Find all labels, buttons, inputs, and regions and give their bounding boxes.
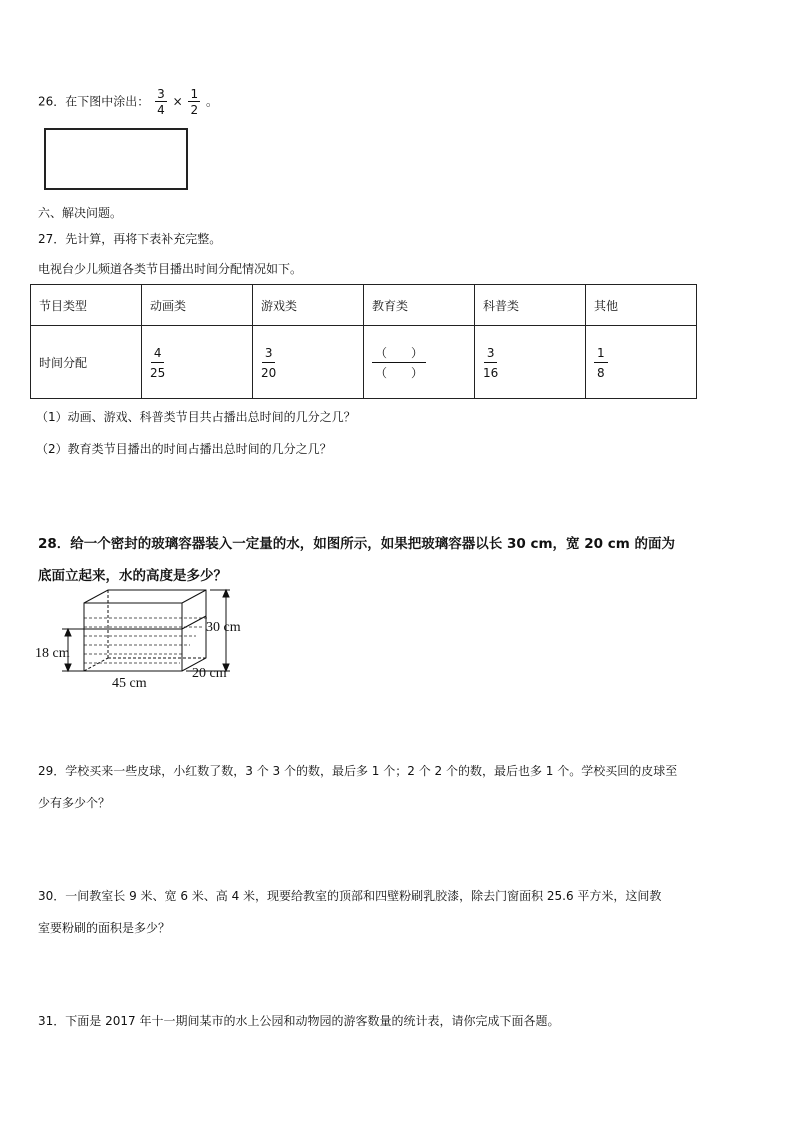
table-header-cell: 科普类 (475, 285, 586, 326)
box-edges (84, 590, 206, 671)
q29-line-2: 少有多少个？ (38, 796, 111, 810)
q28-line-1: 28．给一个密封的玻璃容器装入一定量的水，如图所示，如果把玻璃容器以长 30 cm，宽 20 cm 的面为 (38, 536, 675, 552)
blank-fraction[interactable]: $\frac{( )}{( )}$ (372, 347, 426, 379)
q28-line-2: 底面立起来，水的高度是多少？ (38, 568, 227, 584)
table-cell (142, 326, 253, 399)
table-cell[interactable] (364, 326, 475, 399)
table-header-cell: 其他 (586, 285, 697, 326)
table-cell (586, 326, 697, 399)
table-row-label: 时间分配 (31, 326, 142, 399)
q27-title: 27．先计算，再将下表补充完整。 (38, 232, 222, 246)
section-heading: 六、解决问题。 (38, 206, 123, 220)
fraction-three-quarters: $\frac{3}{4}$ (157, 87, 165, 117)
q27-intro: 电视台少儿频道各类节目播出时间分配情况如下。 (38, 262, 303, 276)
table-value-row (31, 326, 697, 399)
q30-line-2: 室要粉刷的面积是多少？ (38, 921, 171, 935)
fraction: $\frac{4}{25}$ (150, 345, 166, 380)
q27-subquestion-2: （2）教育类节目播出的时间占播出总时间的几分之几？ (36, 442, 332, 456)
table-header-cell: 动画类 (142, 285, 253, 326)
q27-subquestion-1: （1）动画、游戏、科普类节目共占播出总时间的几分之几？ (36, 410, 356, 424)
q29-line-1: 29．学校买来一些皮球，小红数了数，3 个 3 个的数，最后多 1 个；2 个 2 个的数，最后也多 1 个。学校买回的皮球至 (38, 764, 678, 778)
q26-line: 26．在下图中涂出： $\frac{3}{4}$ × $\frac{1}{2}$ 。 (38, 87, 218, 117)
length-label: 45 cm (112, 676, 147, 690)
glass-container-figure (30, 585, 290, 690)
table-header-cell: 教育类 (364, 285, 475, 326)
width-label: 20 cm (192, 666, 227, 681)
q31-line-1: 31．下面是 2017 年十一期间某市的水上公园和动物园的游客数量的统计表，请你完成下面各题。 (38, 1014, 560, 1028)
height-label: 30 cm (206, 620, 241, 635)
water-height-label: 18 cm (35, 646, 70, 661)
table-header-cell: 节目类型 (31, 285, 142, 326)
fraction: $\frac{3}{16}$ (483, 345, 499, 380)
fraction-one-half: $\frac{1}{2}$ (190, 87, 199, 117)
program-time-table (30, 284, 697, 399)
shading-rectangle[interactable] (44, 128, 188, 190)
table-header-row (31, 285, 697, 326)
fraction: $\frac{3}{20}$ (261, 345, 277, 380)
table-header-cell: 游戏类 (253, 285, 364, 326)
table-cell (475, 326, 586, 399)
table-cell (253, 326, 364, 399)
q30-line-1: 30．一间教室长 9 米、宽 6 米、高 4 米，现要给教室的顶部和四壁粉刷乳胶漆，除去门窗面积 25.6 平方米，这间教 (38, 889, 662, 903)
fraction: $\frac{1}{8}$ (594, 347, 608, 379)
q26-label: 26．在下图中涂出： (38, 94, 150, 109)
times-sign: × (172, 94, 183, 109)
